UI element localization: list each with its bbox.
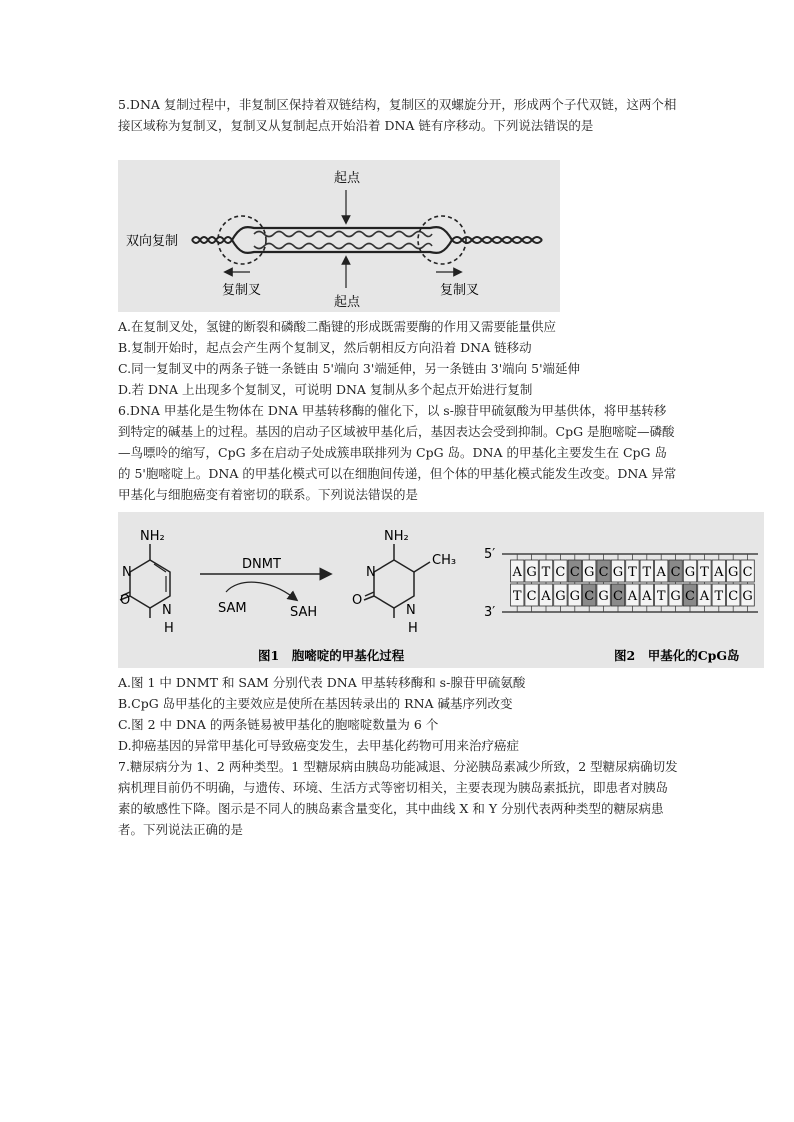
- top-base-letter: G: [684, 565, 696, 580]
- label-fork-left: 复制叉: [222, 283, 262, 298]
- bottom-base-letter: C: [526, 589, 537, 604]
- n-left-top: N: [122, 565, 132, 580]
- q5-option-c: C.同一复制叉中的两条子链一条链由 5'端向 3'端延伸，另一条链由 3'端向 5'端延伸: [118, 361, 581, 376]
- q7-stem: 7.糖尿病分为 1、2 两种类型。1 型糖尿病由胰岛功能减退、分泌胰岛素减少所致，2 型糖尿病确切发病机理目前仍不明确，与遗传、环境、生活方式等密切相关，主要表现为胰岛素抵抗，即患者对胰岛素的敏感性下降。图示是不同人的胰岛素含量变化，其中曲线 X 和 Y 分别代表两种类型的糖尿病患者。下列说法正确的是: [118, 759, 678, 837]
- top-base-letter: C: [670, 565, 681, 580]
- top-base-letter: C: [742, 565, 753, 580]
- bottom-base-letter: T: [656, 589, 666, 604]
- bottom-base-letter: G: [555, 589, 566, 604]
- bottom-base-letter: T: [512, 589, 522, 604]
- label-sah: SAH: [290, 605, 318, 620]
- q6-option-d: D.抑癌基因的异常甲基化可导致癌变发生，去甲基化药物可用来治疗癌症: [118, 738, 520, 753]
- q6-option-b: B.CpG 岛甲基化的主要效应是使所在基因转录出的 RNA 碱基序列改变: [118, 696, 513, 711]
- n-left-bottom: N: [162, 603, 172, 618]
- label-origin-top: 起点: [334, 171, 361, 186]
- label-bidirectional: 双向复制: [126, 234, 179, 249]
- top-base-letter: C: [555, 565, 566, 580]
- o-left: O: [120, 593, 131, 608]
- q6-option-a: A.图 1 中 DNMT 和 SAM 分别代表 DNA 甲基转移酶和 s-腺苷甲硫氨酸: [118, 675, 526, 690]
- top-base-letter: C: [598, 565, 609, 580]
- label-5-prime: 5′: [484, 547, 496, 562]
- q5-option-d: D.若 DNA 上出现多个复制叉，可说明 DNA 复制从多个起点开始进行复制: [118, 382, 533, 397]
- bottom-base-letter: C: [613, 589, 623, 604]
- label-3-prime: 3′: [484, 605, 496, 620]
- methylcytosine-structure: [352, 529, 456, 636]
- replicated-strand-lower: [232, 240, 452, 253]
- sam-sah-arrow: [226, 582, 294, 598]
- q5-replication-figure: [118, 160, 560, 312]
- q5-option-b: B.复制开始时，起点会产生两个复制叉，然后朝相反方向沿着 DNA 链移动: [118, 340, 532, 355]
- top-base-letter: A: [512, 565, 522, 580]
- bottom-base-letter: T: [714, 589, 724, 604]
- fork-circle-right: [418, 216, 466, 264]
- h-right: H: [408, 621, 418, 636]
- q5-stem: 5.DNA 复制过程中，非复制区保持着双链结构，复制区的双螺旋分开，形成两个子代双链，这两个相接区域称为复制叉，复制叉从复制起点开始沿着 DNA 链有序移动。下列说法错误的是: [118, 97, 677, 133]
- top-base-letter: A: [714, 565, 724, 580]
- q5-option-a: A.在复制叉处，氢键的断裂和磷酸二酯键的形成既需要酶的作用又需要能量供应: [118, 319, 557, 334]
- bottom-base-letter: C: [685, 589, 695, 604]
- top-base-letter: T: [642, 565, 652, 580]
- label-sam: SAM: [218, 601, 247, 616]
- bottom-base-letter: G: [569, 589, 580, 604]
- h-left: H: [164, 621, 174, 636]
- label-origin-bottom: 起点: [334, 295, 361, 310]
- o-right: O: [352, 593, 363, 608]
- nh2-left: NH₂: [140, 529, 165, 544]
- label-fork-right: 复制叉: [440, 283, 480, 298]
- top-base-letter: A: [656, 565, 666, 580]
- bottom-base-letter: C: [584, 589, 595, 604]
- cpg-island-diagram: [484, 547, 758, 620]
- figure1-caption: 图1 胞嘧啶的甲基化过程: [258, 648, 405, 663]
- nh2-right: NH₂: [384, 529, 409, 544]
- q6-methylation-figure: [118, 512, 764, 668]
- bottom-base-letter: G: [670, 589, 681, 604]
- top-base-letter: G: [584, 565, 595, 580]
- top-base-letter: G: [728, 565, 739, 580]
- q6-option-c: C.图 2 中 DNA 的两条链易被甲基化的胞嘧啶数量为 6 个: [118, 717, 439, 732]
- top-base-letter: G: [612, 565, 624, 580]
- bottom-base-letter: A: [541, 589, 551, 604]
- top-base-letter: T: [628, 565, 637, 580]
- cytosine-structure: [120, 529, 174, 636]
- n-right-bottom: N: [406, 603, 416, 618]
- bottom-base-letter: G: [598, 589, 609, 604]
- bottom-base-letter: C: [728, 589, 739, 604]
- q6-stem: 6.DNA 甲基化是生物体在 DNA 甲基转移酶的催化下，以 s-腺苷甲硫氨酸为甲基供体，将甲基转移到特定的碱基上的过程。基因的启动子区域被甲基化后，基因表达会受到抑制。CpG 是胞嘧啶—磷酸—鸟嘌呤的缩写，CpG 多在启动子处成簇串联排列为 CpG 岛。DNA 的甲基化主要发生在 CpG 岛的 5'胞嘧啶上。DNA 的甲基化模式可以在细胞间传递，但个体的甲基化模式能发生改变。DNA 异常甲基化与细胞癌变有着密切的联系。下列说法错误的是: [118, 403, 677, 502]
- bottom-base-letter: A: [627, 589, 638, 604]
- bottom-base-letter: A: [699, 589, 710, 604]
- n-right-top: N: [366, 565, 376, 580]
- top-base-letter: G: [526, 565, 537, 580]
- top-base-letter: T: [541, 565, 551, 580]
- figure2-caption: 图2 甲基化的CpG岛: [614, 648, 740, 663]
- bottom-base-letter: A: [642, 589, 652, 604]
- label-enzyme: DNMT: [242, 557, 281, 572]
- top-base-letter: C: [569, 565, 580, 580]
- top-base-letter: T: [700, 565, 709, 580]
- ch3-label: CH₃: [432, 553, 457, 568]
- bottom-base-letter: G: [742, 589, 753, 604]
